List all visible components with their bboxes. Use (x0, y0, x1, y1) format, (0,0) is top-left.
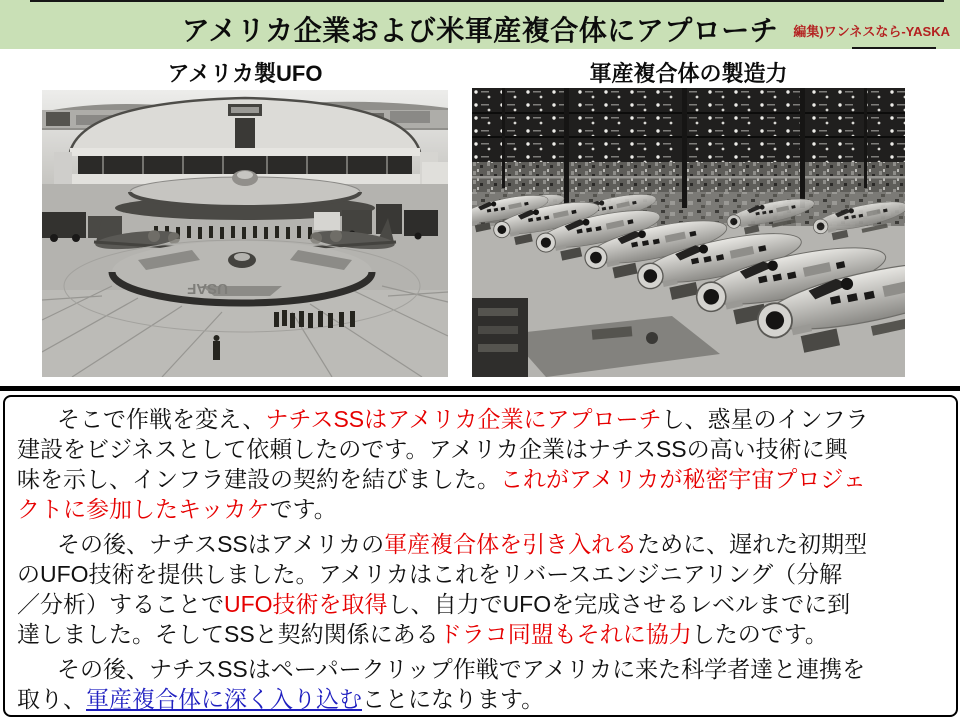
caption-factory: 軍産複合体の製造力 (589, 61, 788, 86)
text-segment: これがアメリカが秘密宇宙プロジェ (500, 466, 866, 492)
lone-figure (213, 335, 220, 360)
text-line (17, 404, 944, 434)
text-segment: し、自力でUFOを完成させるレベルまでに到 (387, 591, 851, 617)
text-line (17, 494, 944, 524)
slide-title: アメリカ企業および米軍産複合体にアプローチ (181, 15, 779, 46)
body-text-box (3, 395, 958, 717)
text-segment: 達しました。そしてSSと契約関係にある (17, 621, 439, 647)
text-segment: 味を示し、インフラ建設の契約を結びました。 (17, 466, 500, 492)
paragraph (17, 654, 944, 714)
usaf-marking: USAF (187, 280, 228, 297)
ceiling (472, 88, 905, 162)
text-segment: ／分析）することで (17, 591, 224, 617)
text-segment: のUFO技術を提供しました。アメリカはこれをリバースエンジニアリング（分解 (17, 561, 843, 587)
text-segment: ことになります。 (362, 686, 545, 712)
text-segment: 建設をビジネスとして依頼したのです。アメリカ企業はナチスSSの高い技術に興 (17, 436, 848, 462)
text-segment: UFO技術を取得 (224, 591, 388, 617)
text-segment: です。 (269, 496, 337, 522)
text-segment: ナチスSSはアメリカ企業にアプローチ (265, 406, 662, 432)
paragraph (17, 529, 944, 649)
header-bar (0, 0, 960, 49)
paragraph (17, 404, 944, 524)
text-segment: ために、遅れた初期型 (637, 531, 868, 557)
text-line (17, 529, 944, 559)
gallery (472, 162, 905, 192)
header-underline (852, 47, 936, 49)
caption-ufo: アメリカ製UFO (167, 61, 323, 86)
text-segment: クトに参加したキッカケ (17, 496, 270, 522)
ufo-photo (42, 90, 448, 377)
credit-text: 編集)ワンネスなら-YASKA (793, 24, 950, 39)
text-line (17, 684, 944, 714)
text-line (17, 654, 944, 684)
header-top-line (30, 0, 944, 2)
text-line (17, 619, 944, 649)
text-segment: 軍産複合体を引き入れる (384, 531, 638, 557)
factory-photo (472, 88, 905, 377)
text-segment: そこで作戦を変え、 (57, 406, 266, 432)
text-line (17, 559, 944, 589)
text-segment: その後、ナチスSSはペーパークリップ作戦でアメリカに来た科学者達と連携を (57, 656, 866, 682)
text-line (17, 464, 944, 494)
text-segment: その後、ナチスSSはアメリカの (57, 531, 385, 557)
text-segment: したのです。 (691, 621, 828, 647)
text-line (17, 589, 944, 619)
text-segment: し、惑星のインフラ (661, 406, 869, 432)
text-line (17, 434, 944, 464)
divider-rule (0, 386, 960, 391)
saucer-disc (112, 241, 372, 303)
text-segment: 取り、 (17, 686, 86, 712)
text-segment: ドラコ同盟もそれに協力 (438, 621, 692, 647)
text-segment: 軍産複合体に深く入り込む (86, 686, 362, 712)
